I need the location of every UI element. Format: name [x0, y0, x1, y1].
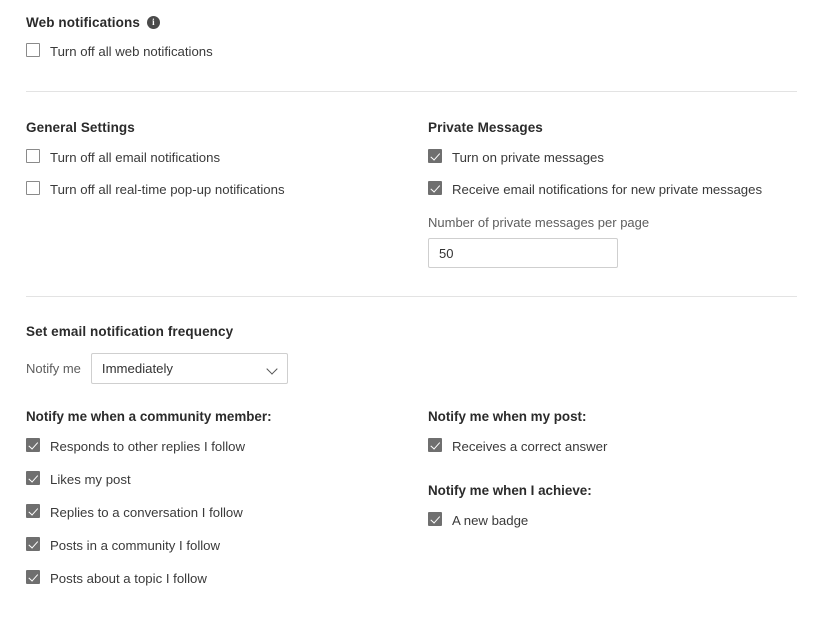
general-settings-heading: [26, 120, 428, 135]
checkbox-row-turn-on-pm[interactable]: [428, 149, 797, 165]
checkbox-row-responds-other-replies[interactable]: [26, 438, 428, 454]
my-post-and-achieve-column: [428, 409, 797, 586]
general-settings-column: [26, 120, 428, 268]
checkbox-replies-to-a-conversation-i-follow[interactable]: [26, 504, 40, 518]
checkbox-row-new-badge[interactable]: [428, 512, 797, 528]
email-frequency-heading: [26, 324, 797, 339]
chevron-down-icon[interactable]: [268, 365, 277, 374]
web-notifications-section: [26, 0, 797, 59]
checkbox-row-replies-conversation[interactable]: [26, 504, 428, 520]
checkbox-receives-a-correct-answer[interactable]: [428, 438, 442, 452]
notify-frequency-select[interactable]: [91, 353, 288, 384]
checkbox-turn-off-email-notifications[interactable]: [26, 149, 40, 163]
checkbox-label: Receives a correct answer: [452, 439, 608, 454]
email-frequency-section: [26, 297, 797, 384]
info-icon[interactable]: i: [147, 16, 160, 29]
checkbox-row-turn-off-email[interactable]: [26, 149, 428, 165]
checkbox-turn-off-web-notifications[interactable]: [26, 43, 40, 57]
checkbox-row-turn-off-web[interactable]: [26, 43, 797, 59]
private-messages-per-page-label: Number of private messages per page: [428, 215, 650, 230]
email-frequency-heading-label: Set email notification frequency: [26, 324, 234, 339]
checkbox-label: Posts in a community I follow: [50, 538, 221, 553]
checkbox-row-correct-answer[interactable]: [428, 438, 797, 454]
notify-groups-section: [26, 384, 797, 586]
checkbox-row-posts-topic[interactable]: [26, 570, 428, 586]
my-post-heading: Notify me when my post:: [428, 409, 587, 424]
private-messages-per-page-input[interactable]: [428, 238, 618, 268]
checkbox-label: Turn off all real-time pop-up notifications: [50, 182, 285, 197]
web-notifications-heading: [26, 15, 797, 30]
notify-me-label: Notify me: [26, 361, 81, 376]
checkbox-turn-off-realtime-popup-notifications[interactable]: [26, 181, 40, 195]
checkbox-likes-my-post[interactable]: [26, 471, 40, 485]
checkbox-responds-to-other-replies-i-follow[interactable]: [26, 438, 40, 452]
checkbox-label: Posts about a topic I follow: [50, 571, 207, 586]
checkbox-posts-about-a-topic-i-follow[interactable]: [26, 570, 40, 584]
checkbox-label: Replies to a conversation I follow: [50, 505, 243, 520]
checkbox-label: Receive email notifications for new private messages: [452, 182, 763, 197]
notify-me-row: [26, 353, 797, 384]
community-member-heading: Notify me when a community member:: [26, 409, 272, 424]
achieve-heading: Notify me when I achieve:: [428, 483, 592, 498]
private-messages-heading-label: Private Messages: [428, 120, 543, 135]
checkbox-posts-in-a-community-i-follow[interactable]: [26, 537, 40, 551]
general-settings-heading-label: General Settings: [26, 120, 135, 135]
checkbox-row-pm-email[interactable]: [428, 181, 797, 197]
private-messages-heading: [428, 120, 797, 135]
checkbox-label: Likes my post: [50, 472, 131, 487]
checkbox-label: Turn off all web notifications: [50, 44, 213, 59]
checkbox-label: A new badge: [452, 513, 529, 528]
checkbox-label: Responds to other replies I follow: [50, 439, 245, 454]
checkbox-row-posts-community[interactable]: [26, 537, 428, 553]
web-notifications-heading-label: Web notifications: [26, 15, 140, 30]
checkbox-a-new-badge[interactable]: [428, 512, 442, 526]
checkbox-row-turn-off-popup[interactable]: [26, 181, 428, 197]
checkbox-label: Turn on private messages: [452, 150, 604, 165]
private-messages-column: [428, 120, 797, 268]
checkbox-turn-on-private-messages[interactable]: [428, 149, 442, 163]
general-and-private-section: [26, 92, 797, 268]
checkbox-label: Turn off all email notifications: [50, 150, 221, 165]
community-member-column: [26, 409, 428, 586]
checkbox-row-likes-my-post[interactable]: [26, 471, 428, 487]
notify-frequency-value: Immediately: [101, 361, 173, 376]
checkbox-receive-email-for-new-private-messages[interactable]: [428, 181, 442, 195]
